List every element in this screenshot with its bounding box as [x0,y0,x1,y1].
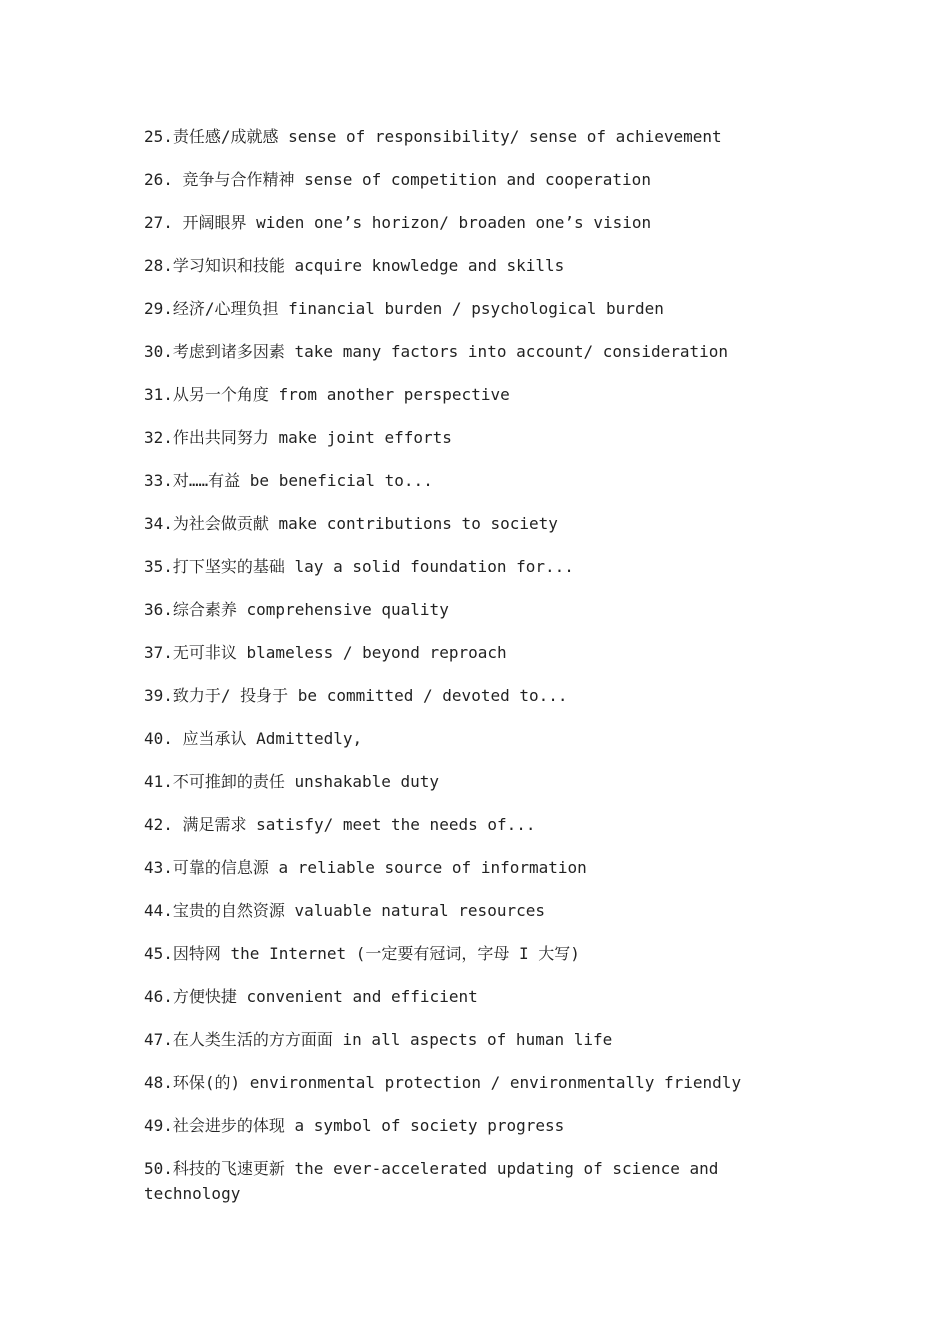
phrase-entry-36: 36.综合素养 comprehensive quality [144,600,449,619]
phrase-entry-49: 49.社会进步的体现 a symbol of society progress [144,1116,565,1135]
phrase-entry-31: 31.从另一个角度 from another perspective [144,385,510,404]
phrase-entry-41: 41.不可推卸的责任 unshakable duty [144,772,440,791]
phrase-entry-35: 35.打下坚实的基础 lay a solid foundation for... [144,557,574,576]
phrase-entry-43: 43.可靠的信息源 a reliable source of information [144,858,587,877]
phrase-entry-27: 27. 开阔眼界 widen one’s horizon/ broaden one’s vision [144,213,652,232]
phrase-entry-29: 29.经济/心理负担 financial burden / psychological burden [144,299,664,318]
phrase-entry-44: 44.宝贵的自然资源 valuable natural resources [144,901,545,920]
phrase-entry-40: 40. 应当承认 Admittedly, [144,729,363,748]
phrase-entry-33: 33.对……有益 be beneficial to... [144,471,433,490]
phrase-entry-47: 47.在人类生活的方方面面 in all aspects of human life [144,1030,613,1049]
phrase-entry-39: 39.致力于/ 投身于 be committed / devoted to... [144,686,568,705]
phrase-entry-42: 42. 满足需求 satisfy/ meet the needs of... [144,815,536,834]
phrase-entry-25: 25.责任感/成就感 sense of responsibility/ sense of achievement [144,127,722,146]
phrase-list [144,124,764,1208]
phrase-entry-26: 26. 竞争与合作精神 sense of competition and cooperation [144,170,651,189]
phrase-entry-50: 50.科技的飞速更新 the ever-accelerated updating of science and technology [144,1159,729,1203]
phrase-entry-46: 46.方便快捷 convenient and efficient [144,987,478,1006]
phrase-entry-30: 30.考虑到诸多因素 take many factors into account/ consideration [144,342,729,361]
phrase-entry-28: 28.学习知识和技能 acquire knowledge and skills [144,256,565,275]
phrase-entry-45: 45.因特网 the Internet (一定要有冠词，字母 I 大写) [144,944,580,963]
phrase-entry-37: 37.无可非议 blameless / beyond reproach [144,643,507,662]
phrase-entry-34: 34.为社会做贡献 make contributions to society [144,514,558,533]
phrase-entry-32: 32.作出共同努力 make joint efforts [144,428,452,447]
phrase-entry-48: 48.环保(的) environmental protection / environmentally friendly [144,1073,742,1092]
